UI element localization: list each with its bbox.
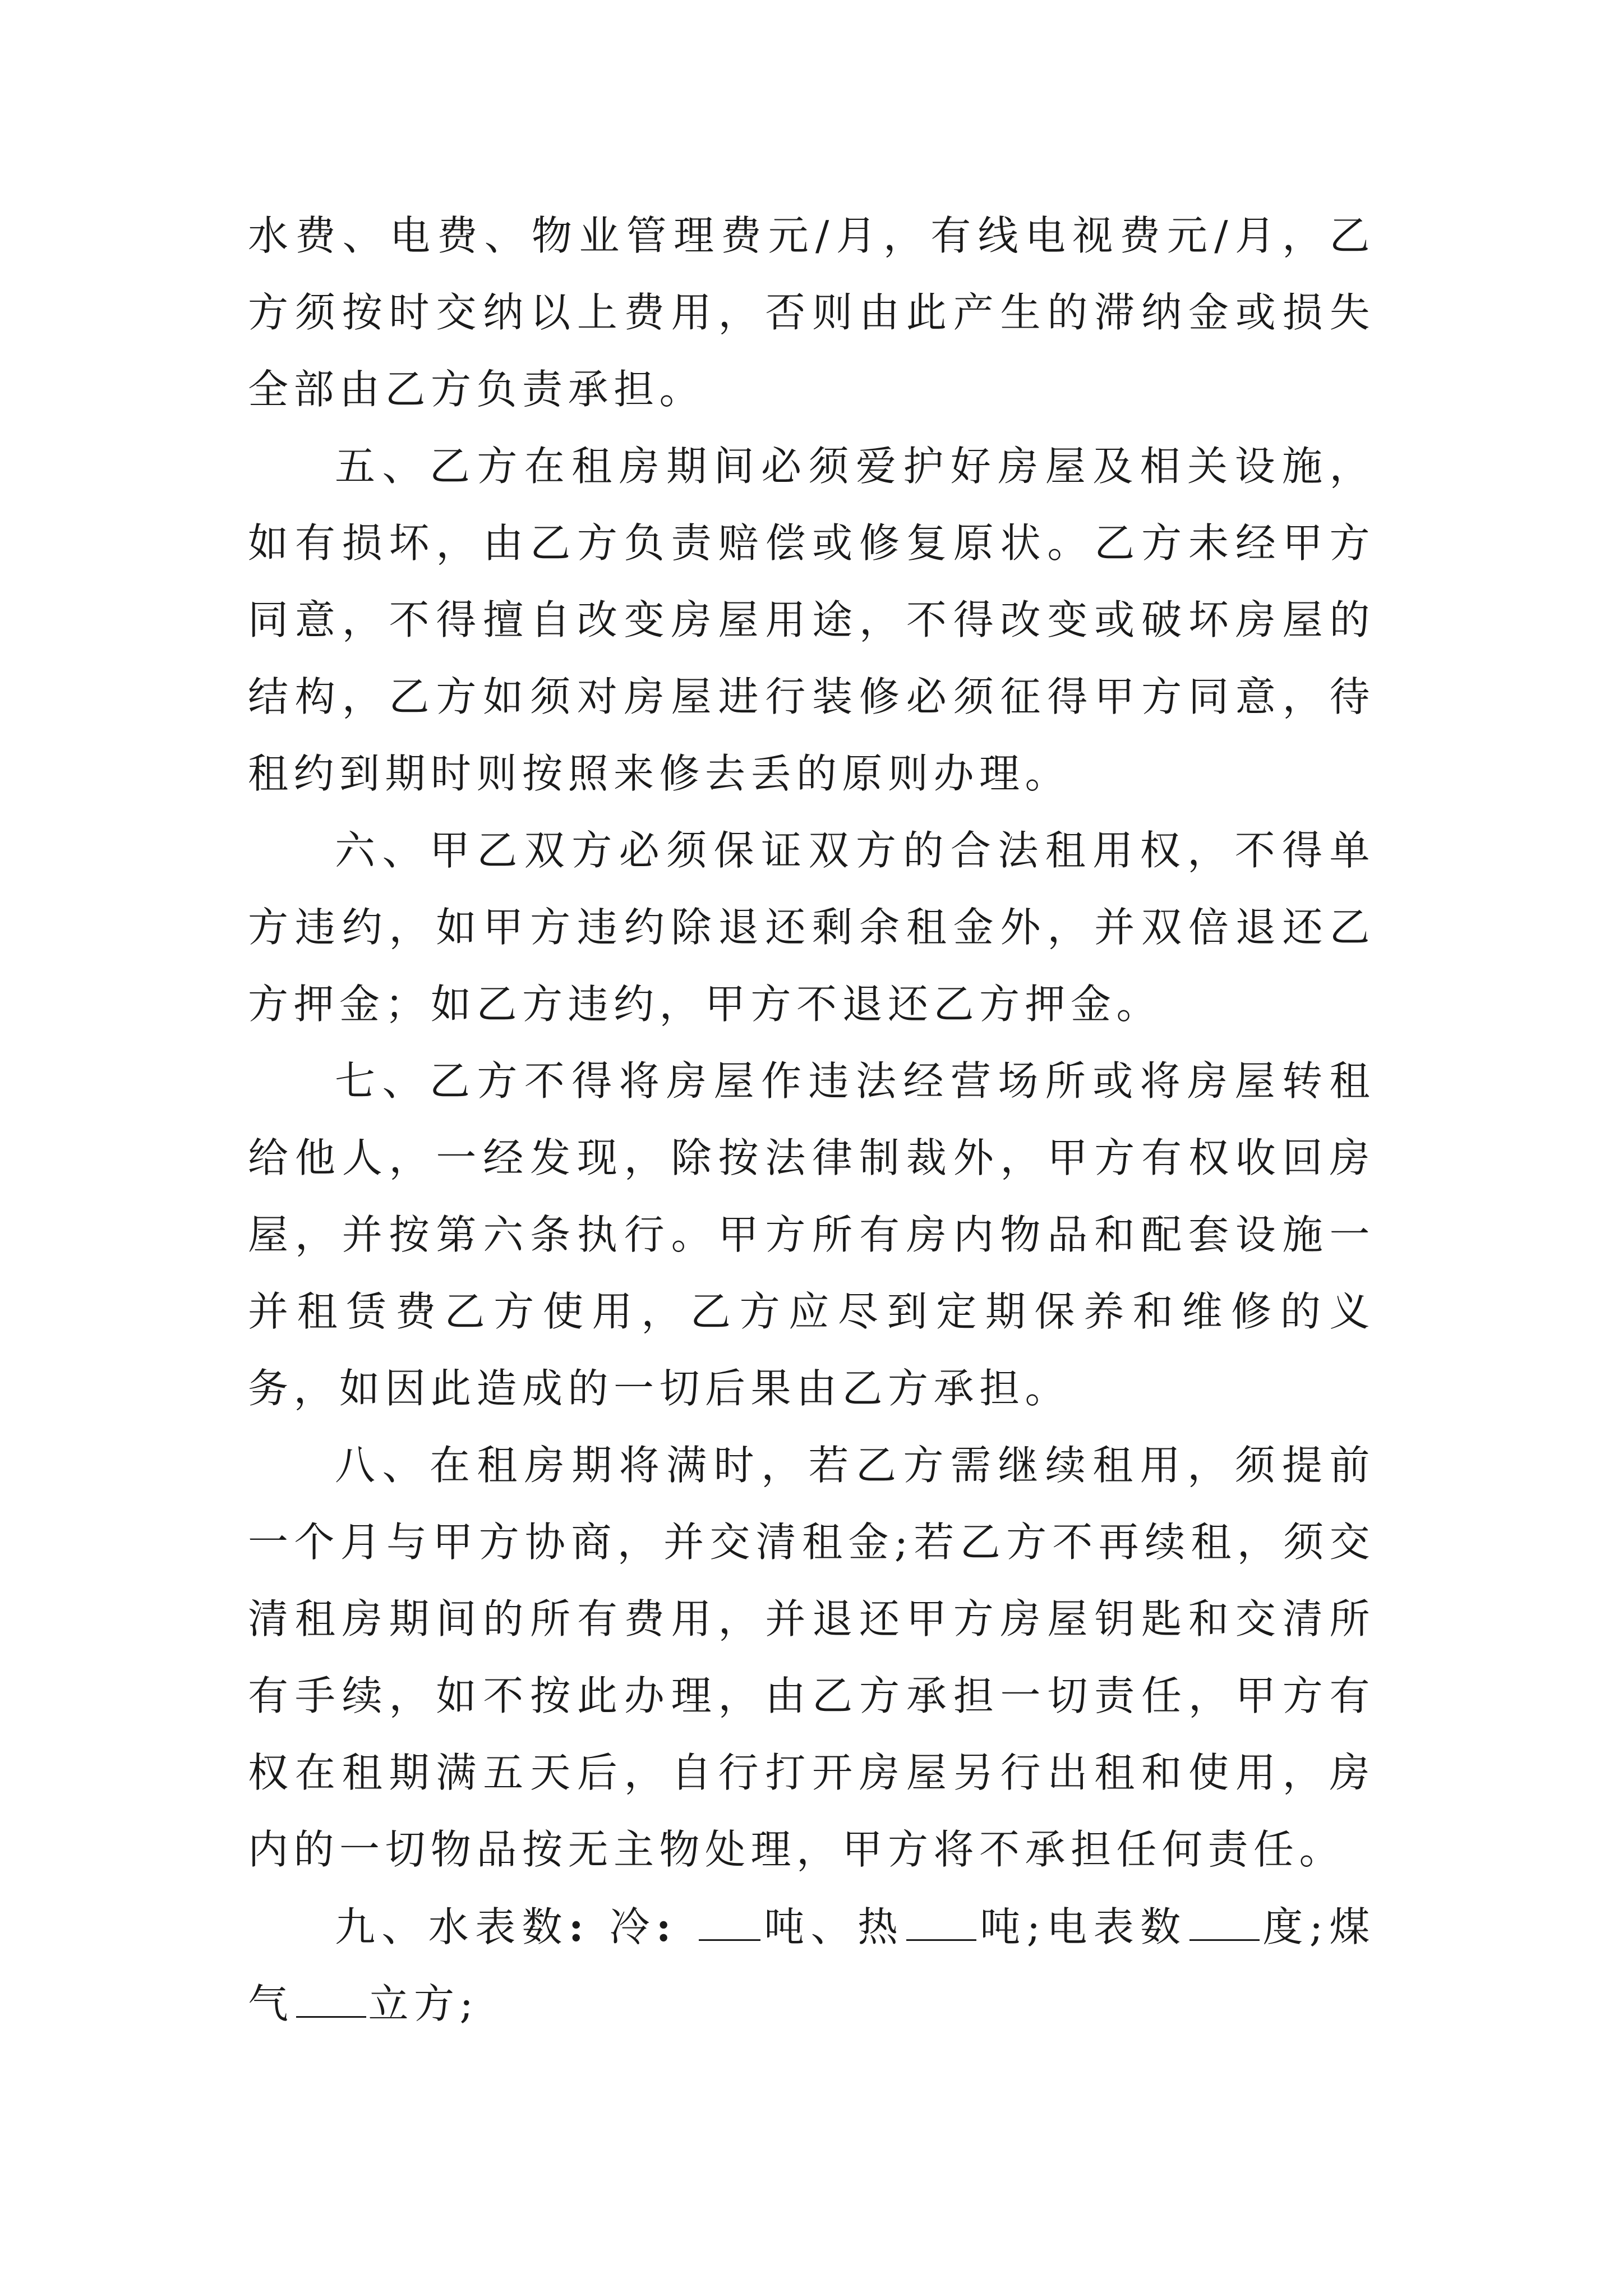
meters-colon: : — [568, 1903, 610, 1950]
paragraph-clause-6: 六、甲乙双方必须保证双方的合法租用权，不得单方违约，如甲方违约除退还剩余租金外，并双倍退还乙方押金；如乙方违约，甲方不退还乙方押金。 — [248, 827, 1375, 1028]
electricity-unit: 度;煤气 — [248, 1903, 1375, 2027]
hot-water-unit: 吨;电表数 — [979, 1903, 1187, 1950]
cold-water-colon: : — [656, 1903, 697, 1950]
cold-water-blank — [699, 1899, 760, 1941]
electricity-blank — [1189, 1899, 1260, 1941]
hot-water-blank — [906, 1899, 976, 1941]
paragraph-clause-7: 七、乙方不得将房屋作违法经营场所或将房屋转租给他人，一经发现，除按法律制裁外，甲方有权收回房屋，并按第六条执行。甲方所有房内物品和配套设施一并租赁费乙方使用，乙方应尽到定期保养和维修的义务，如因此造成的一切后果由乙方承担。 — [248, 1057, 1375, 1412]
cold-water-label: 冷 — [609, 1903, 656, 1950]
contract-body — [248, 197, 1375, 2042]
paragraph-clause-8: 八、在租房期将满时，若乙方需继续租用，须提前一个月与甲方协商，并交清租金;若乙方不再续租，须交清租房期间的所有费用，并退还甲方房屋钥匙和交清所有手续，如不按此办理，由乙方承担一切责任，甲方有权在租期满五天后，自行打开房屋另行出租和使用，房内的一切物品按无主物处理，甲方将不承担任何责任。 — [248, 1442, 1375, 1873]
gas-unit: 立方; — [368, 1980, 479, 2027]
meters-prefix: 九、水表数 — [335, 1903, 569, 1950]
cold-water-unit: 吨、热 — [763, 1903, 905, 1950]
paragraph-utility-fees: 水费、电费、物业管理费元/月，有线电视费元/月，乙方须按时交纳以上费用，否则由此产生的滞纳金或损失全部由乙方负责承担。 — [248, 212, 1375, 413]
gas-blank — [296, 1976, 366, 2018]
paragraph-clause-9-meters — [248, 1888, 1375, 2042]
paragraph-clause-5: 五、乙方在租房期间必须爱护好房屋及相关设施，如有损坏，由乙方负责赔偿或修复原状。乙方未经甲方同意，不得擅自改变房屋用途，不得改变或破坏房屋的结构，乙方如须对房屋进行装修必须征得甲方同意，待租约到期时则按照来修去丢的原则办理。 — [248, 443, 1375, 797]
